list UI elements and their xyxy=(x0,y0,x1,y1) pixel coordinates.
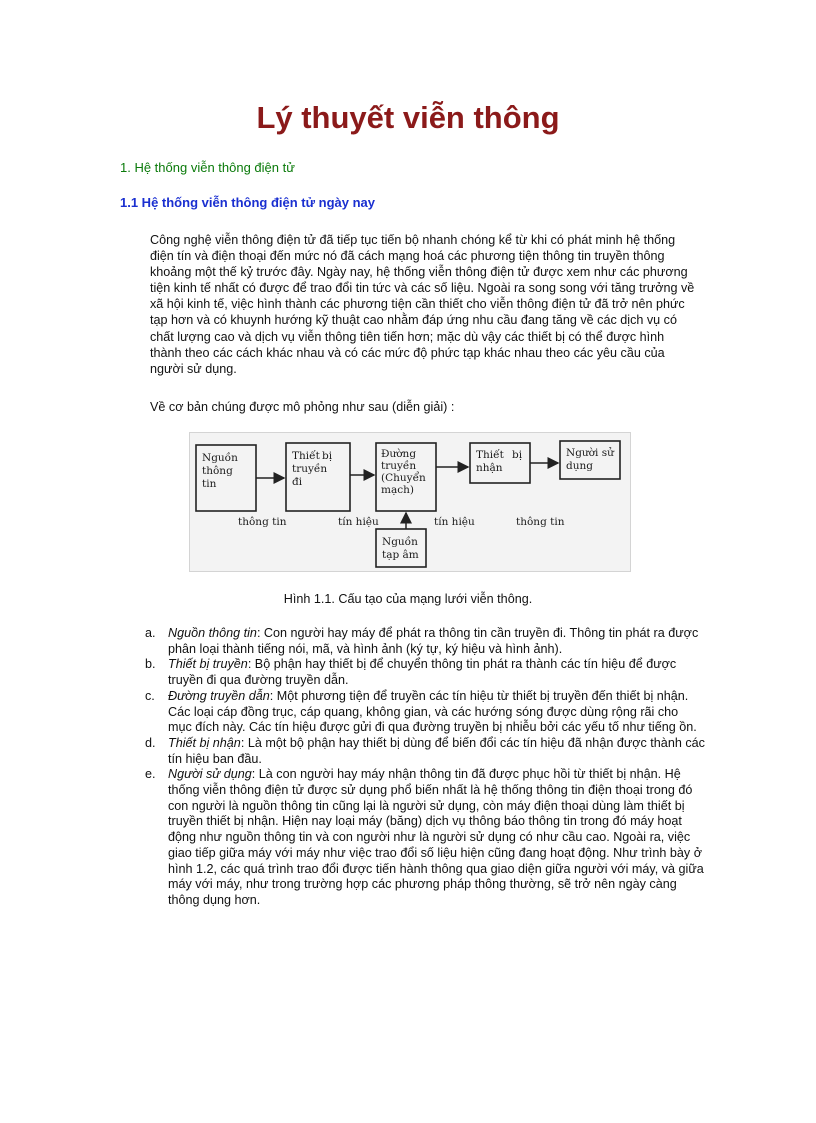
diagram-signal-label-1: thông tin xyxy=(238,516,287,528)
definition-term: Thiết bị nhận xyxy=(168,735,241,750)
diagram-block-receiver-label: Thiết bị nhận xyxy=(476,449,523,474)
diagram-signal-label-3: tín hiệu xyxy=(434,516,475,528)
definition-term: Thiết bị truyền xyxy=(168,657,248,672)
definition-item xyxy=(145,689,705,736)
subsection-heading: 1.1 Hệ thống viễn thông điện tử ngày nay xyxy=(120,195,375,210)
diagram-block-noise xyxy=(376,529,426,567)
definition-item xyxy=(145,736,705,767)
diagram-block-channel-label: Đường truyền (Chuyển mạch) xyxy=(381,448,426,496)
list-marker: a. xyxy=(145,626,156,640)
list-marker: b. xyxy=(145,657,156,672)
diagram-block-noise-label: Nguồn tạp âm xyxy=(382,536,419,561)
page-title: Lý thuyết viễn thông xyxy=(256,100,560,135)
definition-text: : Bộ phận hay thiết bị để chuyển thông tin phát ra thành các tín hiệu để được truyền đi qua đường truyền dẫn. xyxy=(168,657,677,688)
figure-caption: Hình 1.1. Cấu tạo của mạng lưới viễn thông. xyxy=(283,592,533,606)
definition-term: Nguồn thông tin xyxy=(168,626,257,640)
definition-item xyxy=(145,767,705,908)
list-marker: d. xyxy=(145,735,156,750)
block-diagram-figure xyxy=(189,432,631,572)
definition-term: Đường truyền dẫn xyxy=(168,688,270,703)
diagram-block-source-label: Nguồn thông tin xyxy=(202,452,238,490)
definition-text: : Con người hay máy để phát ra thông tin cần truyền đi. Thông tin phát ra được phân loại thành tiếng nói, mã, và hình ảnh (ký tự, ký hiệu và hình ảnh). xyxy=(168,626,699,656)
definition-text: : Là con người hay máy nhận thông tin đã được phục hồi từ thiết bị nhận. Hệ thống viễn thông điện tử được sử dụng phổ biến nhất là hệ thống thông tin điện thoại trong đó con người là nguồn thông tin cũng lại là người sử dụng, còn máy điện thoại dùng làm thiết bị truyền thiết bị nhận. Hiện nay loại máy (băng) dịch vụ thông báo thông tin trong đó máy hoạt động như nguồn thông tin và con người như là người sử dụng có như cầu cao. Ngoài ra, việc giao tiếp giữa máy với máy như việc trao đổi số liệu hiện cũng đang hoạt động. Như trình bày ở hình 1.2, các quá trình trao đổi được tiến hành thông qua giao diện giữa người với máy, và giữa máy với máy, như trong trường hợp các phương pháp thông thường, sẽ trở nên ngày càng thông dụng hơn. xyxy=(168,767,704,907)
definition-item xyxy=(145,657,705,688)
intro-paragraph: Công nghệ viễn thông điện tử đã tiếp tục tiến bộ nhanh chóng kể từ khi có phát minh hệ thống điện tín và điện thoại đến mức nó đã cách mạng hoá các phương tiện thông tin truyền thông khoảng một thế kỷ trước đây. Ngày nay, hệ thống viễn thông điện tử được xem như các phương tiện kinh tế nhất có được để trao đổi tin tức và các số liệu. Ngoài ra song song với tăng trưởng về xã hội kinh tế, việc hình thành các phương tiện cần thiết cho viễn thông điện tử đã trở nên phức tạp hơn và có khuynh hướng kỹ thuật cao nhằm đáp ứng nhu cầu đang tăng về các dịch vụ có chất lượng cao và dịch vụ viễn thông tiên tiến hơn; mặc dù vậy các thiết bị có thể được hình thành theo các cách khác nhau và có các mức độ phức tạp khác nhau theo các yêu cầu của người sử dụng. xyxy=(150,233,695,376)
definition-item xyxy=(145,626,705,657)
list-marker: e. xyxy=(145,767,156,782)
figure-lead-in: Về cơ bản chúng được mô phỏng như sau (diễn giải) : xyxy=(150,400,455,414)
definition-term: Người sử dụng xyxy=(168,767,252,782)
diagram-block-transmitter-label: Thiết bị truyền đi xyxy=(292,450,333,488)
diagram-signal-label-2: tín hiệu xyxy=(338,516,379,528)
diagram-block-user-label: Người sử dụng xyxy=(566,447,614,472)
definition-text: : Là một bộ phận hay thiết bị dùng để biến đổi các tín hiệu đã nhận được thành các tín hiệu ban đầu. xyxy=(168,735,705,766)
diagram-signal-label-4: thông tin xyxy=(516,516,565,528)
block-diagram-svg xyxy=(190,433,630,571)
definitions-list xyxy=(145,626,705,909)
definition-text: : Một phương tiện để truyền các tín hiệu từ thiết bị truyền đến thiết bị nhận. Các loại cáp đồng trục, cáp quang, không gian, và các hướng sóng được dùng rộng rãi cho mục đích này. Các tín hiệu được gửi đi qua đường truyền bị nhiễu bởi các yếu tố như tiếng ồn. xyxy=(168,688,697,735)
list-marker: c. xyxy=(145,688,155,703)
section-heading: 1. Hệ thống viễn thông điện tử xyxy=(120,160,295,175)
